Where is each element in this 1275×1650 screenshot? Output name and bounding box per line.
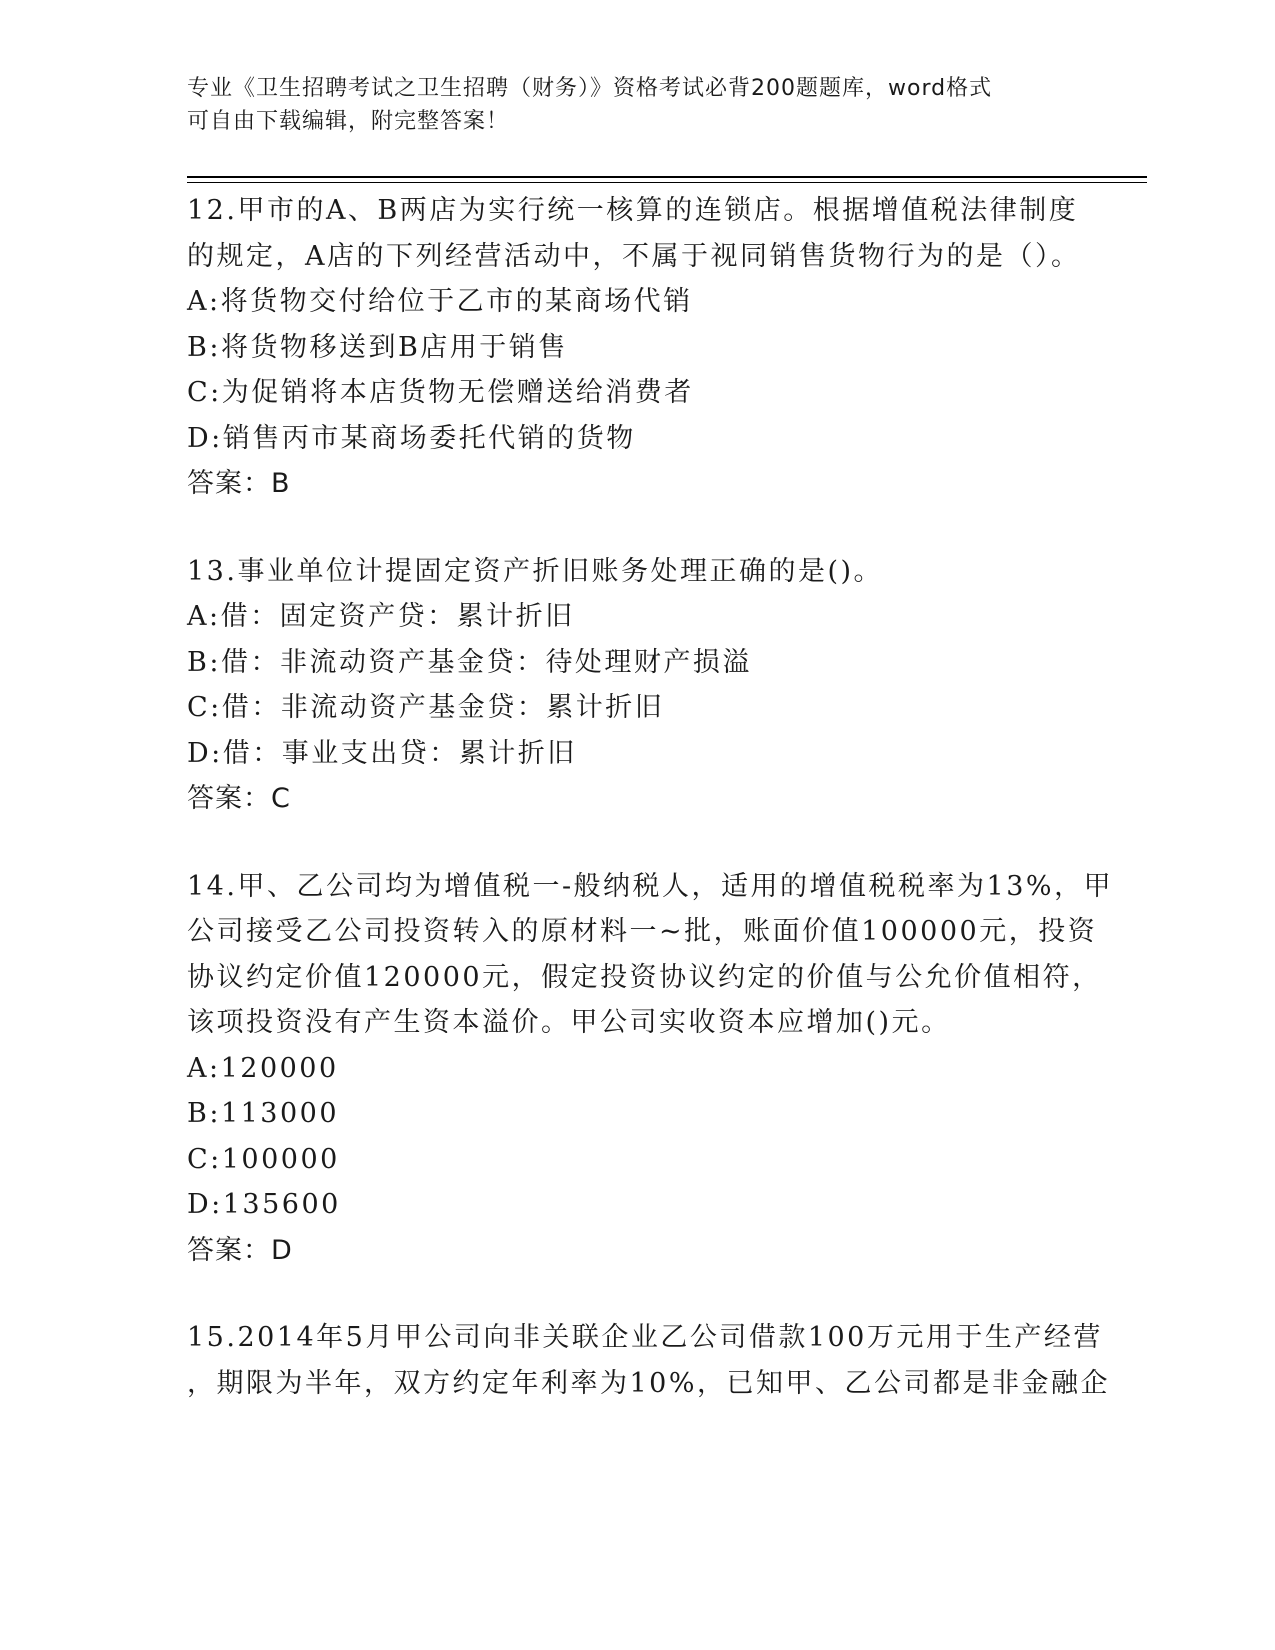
question-13 <box>187 549 1087 822</box>
question-stem: 的规定，A店的下列经营活动中，不属于视同销售货物行为的是（）。 <box>187 240 1081 272</box>
question-stem: ，期限为半年，双方约定年利率为10%，已知甲、乙公司都是非金融企 <box>187 1367 1111 1399</box>
answer: 答案：C <box>187 783 291 814</box>
question-list <box>187 188 1114 1448</box>
option-a: A:将货物交付给位于乙市的某商场代销 <box>187 286 693 317</box>
header-line-2: 可自由下载编辑，附完整答案！ <box>187 109 510 134</box>
header-divider-thin <box>187 182 1147 183</box>
header-line-1: 专业《卫生招聘考试之卫生招聘（财务）》资格考试必背200题题库，word格式 <box>187 76 993 101</box>
question-stem: 13.事业单位计提固定资产折旧账务处理正确的是()。 <box>187 555 884 587</box>
header-divider-thick <box>187 176 1147 178</box>
question-15 <box>187 1315 1111 1406</box>
question-stem: 公司接受乙公司投资转入的原材料一~批，账面价值100000元，投资 <box>187 916 1098 947</box>
answer: 答案：B <box>187 468 291 499</box>
option-b: B:113000 <box>187 1098 340 1129</box>
question-12 <box>187 188 1087 507</box>
question-stem: 协议约定价值120000元，假定投资协议约定的价值与公允价值相符， <box>187 961 1102 993</box>
option-a: A:借：固定资产贷：累计折旧 <box>187 601 575 632</box>
option-c: C:借：非流动资产基金贷：累计折旧 <box>187 692 665 723</box>
answer: 答案：D <box>187 1234 293 1266</box>
document-header <box>187 72 1067 138</box>
question-stem: 该项投资没有产生资本溢价。甲公司实收资本应增加()元。 <box>187 1007 951 1038</box>
option-d: D:借：事业支出贷：累计折旧 <box>187 737 577 769</box>
question-stem: 12.甲市的A、B两店为实行统一核算的连锁店。根据增值税法律制度 <box>187 195 1079 226</box>
question-stem: 15.2014年5月甲公司向非关联企业乙公司借款100万元用于生产经营 <box>187 1322 1103 1353</box>
question-stem: 14.甲、乙公司均为增值税一-般纳税人，适用的增值税税率为13%，甲 <box>187 870 1114 902</box>
option-c: C:100000 <box>187 1143 340 1175</box>
option-d: D:135600 <box>187 1189 341 1220</box>
option-c: C:为促销将本店货物无偿赠送给消费者 <box>187 377 694 408</box>
option-d: D:销售丙市某商场委托代销的货物 <box>187 422 636 454</box>
option-a: A:120000 <box>187 1052 339 1084</box>
question-14 <box>187 864 1114 1274</box>
option-b: B:将货物移送到B店用于销售 <box>187 331 568 363</box>
option-b: B:借：非流动资产基金贷：待处理财产损溢 <box>187 646 752 678</box>
